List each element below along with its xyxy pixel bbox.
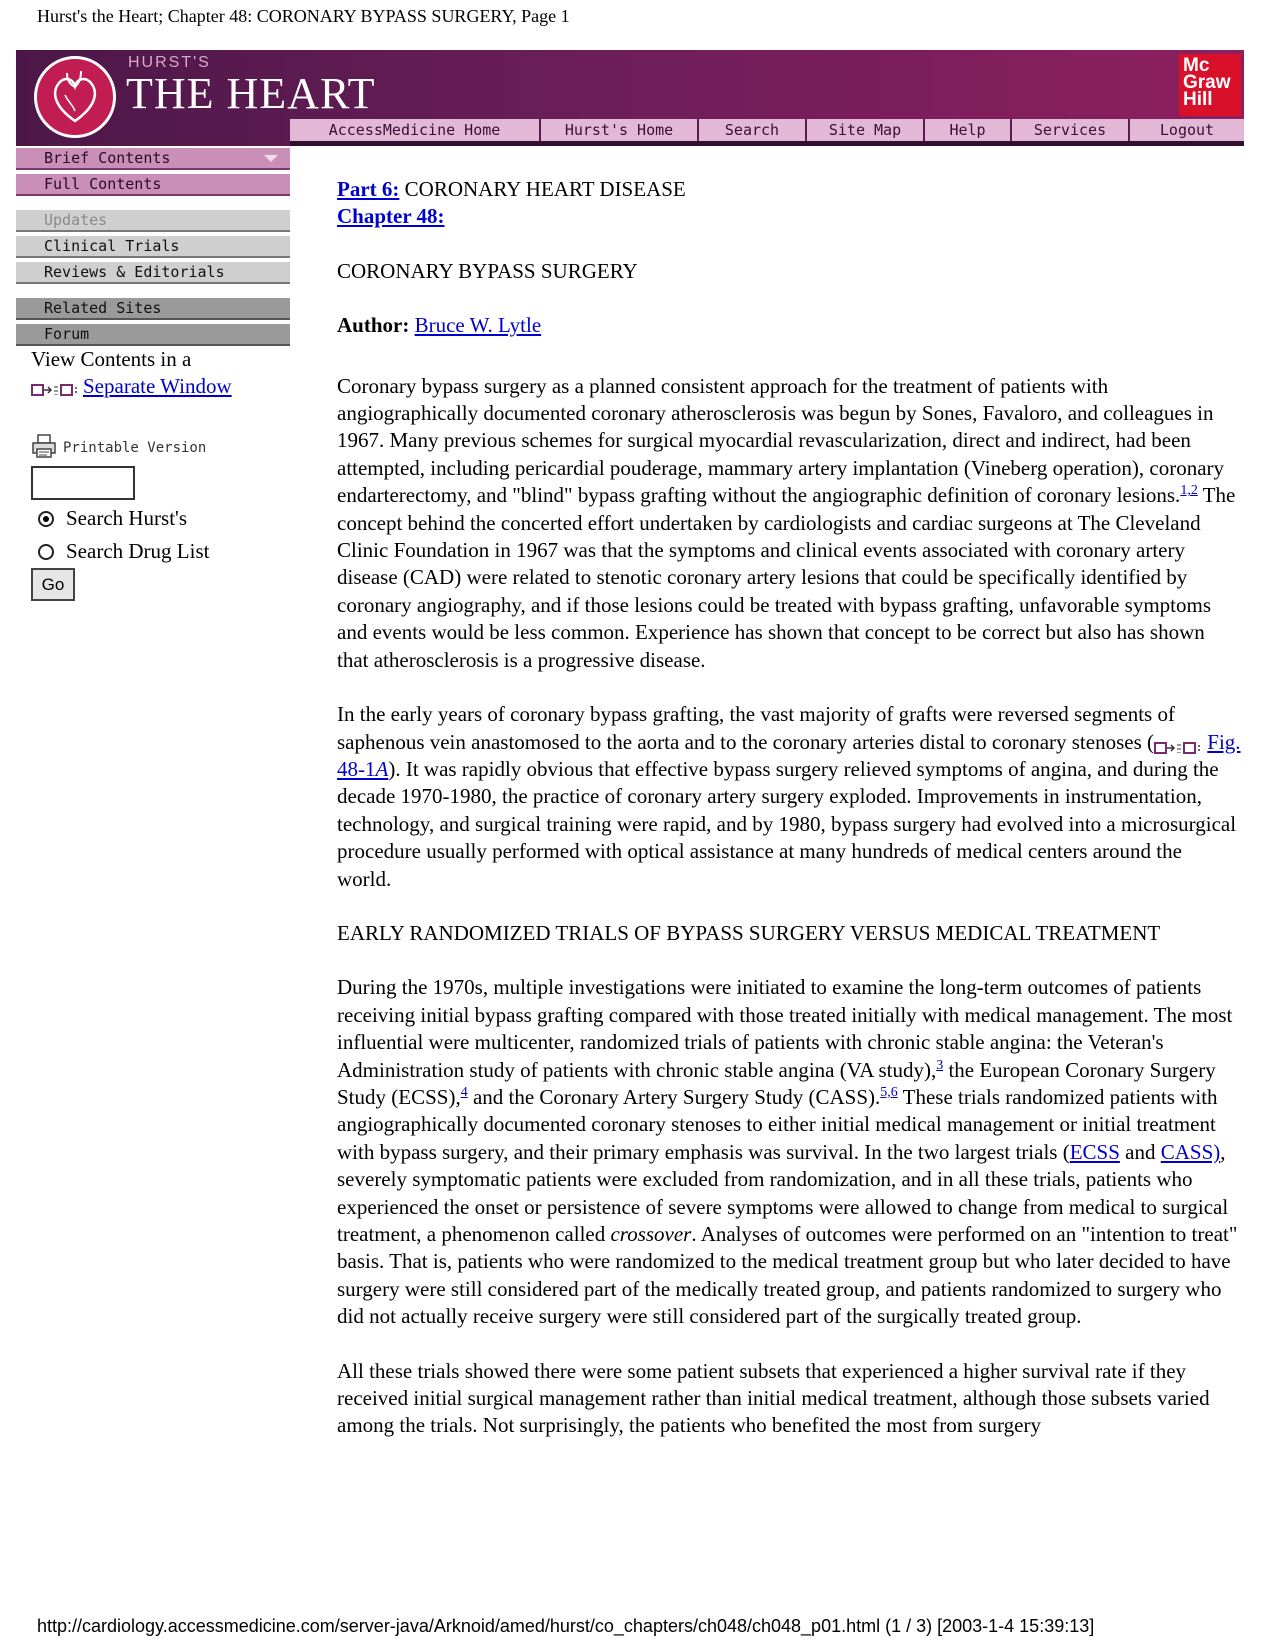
author-link[interactable]: Bruce W. Lytle	[414, 313, 542, 338]
sidebar-forum[interactable]: Forum	[16, 324, 290, 346]
paragraph-3: During the 1970s, multiple investigations were initiated to examine the long-term outcomes of patients receiving initial bypass grafting compared with those treated initially with medical management. The most influential were multicenter, randomized trials of patients with chronic stable angina: the Veteran's Administration study of patients with chronic stable angina (VA study),$^3$ the European Coronary Surgery Study (ECSS),$^4$ and the Coronary Artery Surgery Study (CASS).$^{5,6}$ These trials randomized patients with angiographically documented coronary stenoses to either initial medical management or initial treatment with bypass surgery, and their primary emphasis was survival. In the two largest trials (ECSS and CASS), severely symptomatic patients were excluded from randomization, and in all these trials, patients who experienced the onset or persistence of severe symptoms were allowed to change from medical to surgical treatment, a phenomenon called crossover. Analyses of outcomes were performed on an "intention to treat" basis. That is, patients who were randomized to the medical treatment group but who later decided to have surgery were still considered part of the medically treated group, and patients randomized to surgery who did not actually receive surgery were still considered part of the surgically treated group.	[337, 975, 1238, 1329]
nav-hursts-home[interactable]: Hurst's Home	[541, 119, 699, 141]
brand-small-text: HURST'S	[128, 54, 211, 71]
nav-logout[interactable]: Logout	[1130, 119, 1244, 141]
brand-title: THE HEART	[126, 69, 376, 118]
heart-logo-icon[interactable]	[34, 56, 116, 138]
sidebar-clinical-trials[interactable]: Clinical Trials	[16, 236, 290, 258]
ref-link-3[interactable]: 3	[936, 1057, 944, 1073]
nav-underline	[290, 143, 1244, 146]
mcgraw-hill-logo[interactable]: Mc Graw Hill	[1179, 54, 1241, 116]
printable-version-link[interactable]: Printable Version	[31, 433, 206, 463]
ref-link-5-6[interactable]: 5,6	[880, 1084, 898, 1100]
dropdown-arrow-icon	[264, 155, 278, 162]
figure-link[interactable]: Fig. 48-1A	[337, 729, 1241, 781]
top-nav	[290, 119, 1244, 143]
chapter-title: CORONARY BYPASS SURGERY	[337, 258, 638, 283]
chapter-link[interactable]: Chapter 48:	[337, 204, 445, 229]
nav-site-map[interactable]: Site Map	[807, 119, 925, 141]
sidebar-full-contents[interactable]: Full Contents	[16, 174, 290, 196]
radio-search-hursts[interactable]: Search Hurst's	[38, 506, 187, 531]
print-header: Hurst's the Heart; Chapter 48: CORONARY BYPASS SURGERY, Page 1	[37, 6, 570, 26]
ref-link-4[interactable]: 4	[460, 1084, 468, 1100]
nav-services[interactable]: Services	[1012, 119, 1130, 141]
sidebar-reviews-editorials[interactable]: Reviews & Editorials	[16, 262, 290, 284]
cass-link[interactable]: CASS)	[1160, 1139, 1221, 1164]
search-input[interactable]	[31, 466, 135, 500]
nav-help[interactable]: Help	[925, 119, 1012, 141]
radio-button[interactable]	[38, 544, 54, 560]
separate-window-icon[interactable]	[31, 379, 79, 395]
separate-window-link[interactable]: Separate Window	[83, 374, 232, 398]
ref-link-1-2[interactable]: 1,2	[1180, 483, 1198, 499]
nav-search[interactable]: Search	[699, 119, 807, 141]
print-footer: http://cardiology.accessmedicine.com/server-java/Arknoid/amed/hurst/co_chapters/ch048/ch048_p01.html (1 / 3) [2003-1-4 15:39:13]	[37, 1616, 1095, 1636]
chapter-heading	[337, 203, 1241, 230]
go-button[interactable]: Go	[31, 568, 75, 601]
view-contents-label: View Contents in a	[31, 347, 192, 371]
radio-button-selected[interactable]	[38, 511, 54, 527]
nav-accessmedicine-home[interactable]: AccessMedicine Home	[290, 119, 541, 141]
figure-window-icon[interactable]	[1154, 736, 1202, 752]
paragraph-4: All these trials showed there were some patient subsets that experienced a higher survival rate if they received initial surgical management rather than initial medical treatment, although those subsets varied among the trials. Not surprisingly, the patients who benefited the most from surgery	[337, 1358, 1210, 1438]
printer-icon	[31, 433, 57, 463]
part-link[interactable]: Part 6:	[337, 177, 400, 201]
part-heading: Part 6: CORONARY HEART DISEASE	[337, 177, 686, 201]
article-content	[337, 176, 1241, 1440]
author-line: Author: Bruce W. Lytle	[337, 313, 542, 338]
sidebar-related-sites[interactable]: Related Sites	[16, 298, 290, 320]
sidebar-updates: Updates	[16, 210, 290, 232]
sidebar-brief-contents[interactable]: Brief Contents	[16, 148, 290, 170]
paragraph-1: Coronary bypass surgery as a planned consistent approach for the treatment of patients with angiographically documented coronary atherosclerosis was begun by Sones, Favaloro, and colleagues in 1967. Many previous schemes for surgical myocardial revascularization, direct and indirect, had been attempted, including pericardial pouderage, mammary artery implantation (Vineberg operation), coronary endarterectomy, and "blind" bypass grafting without the angiographic definition of coronary lesions.$^{1,2}$ The concept behind the concerted effort undertaken by cardiologists and cardiac surgeons at The Cleveland Clinic Foundation in 1967 was that the symptoms and clinical events associated with coronary artery disease (CAD) were related to stenotic coronary artery lesions that could be specifically identified by coronary angiography, and if those lesions could be treated with bypass grafting, unfavorable symptoms and events would be less common. Experience has shown that concept to be correct but also has shown that atherosclerosis is a progressive disease.	[337, 373, 1236, 672]
separate-window-row	[31, 374, 232, 399]
radio-search-drug-list[interactable]: Search Drug List	[38, 539, 209, 564]
section-heading: EARLY RANDOMIZED TRIALS OF BYPASS SURGERY VERSUS MEDICAL TREATMENT	[337, 920, 1161, 945]
paragraph-2: In the early years of coronary bypass grafting, the vast majority of grafts were reversed segments of saphenous vein anastomosed to the aorta and to the coronary arteries distal to coronary stenoses ( Fig. 48-1A). It was rapidly obvious that effective bypass surgery relieved symptoms of angina, and during the decade 1970-1980, the practice of coronary artery surgery exploded. Improvements in instrumentation, technology, and surgical training were rapid, and by 1980, bypass surgery had evolved into a microsurgical procedure usually performed with optical assistance at many hundreds of medical centers around the world.	[337, 702, 1241, 891]
ecss-link[interactable]: ECSS	[1069, 1139, 1120, 1164]
